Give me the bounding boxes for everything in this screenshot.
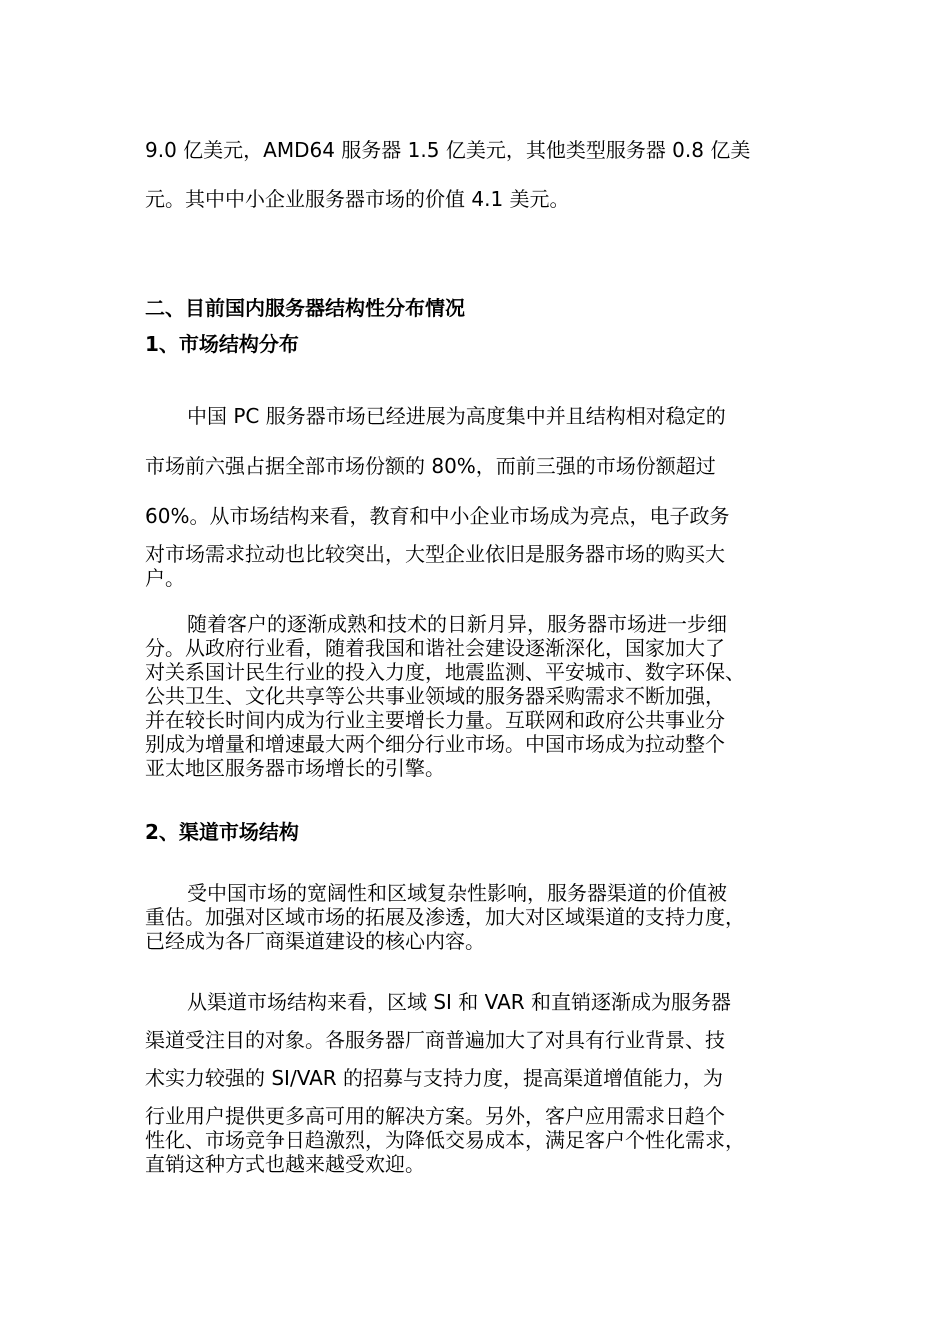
section-heading: 二、目前国内服务器结构性分布情况 [145,296,465,320]
paragraph-line: 直销这种方式也越来越受欢迎。 [145,1152,425,1176]
paragraph-line: 并在较长时间内成为行业主要增长力量。互联网和政府公共事业分 [145,708,725,732]
paragraph-line: 60%。从市场结构来看，教育和中小企业市场成为亮点，电子政务 [145,504,730,528]
paragraph-line: 术实力较强的 SI/VAR 的招募与支持力度，提高渠道增值能力，为 [145,1066,724,1090]
paragraph-line: 对市场需求拉动也比较突出，大型企业依旧是服务器市场的购买大 [145,542,725,566]
paragraph-line: 行业用户提供更多高可用的解决方案。另外，客户应用需求日趋个 [145,1104,725,1128]
paragraph-line: 别成为增量和增速最大两个细分行业市场。中国市场成为拉动整个 [145,732,725,756]
paragraph-line: 市场前六强占据全部市场份额的 80%，而前三强的市场份额超过 [145,454,716,478]
subsection-heading-channel-structure: 2、渠道市场结构 [145,820,299,844]
paragraph-line: 户。 [145,566,185,590]
paragraph-line: 从渠道市场结构来看，区域 SI 和 VAR 和直销逐渐成为服务器 [187,990,732,1014]
intro-paragraph-line: 9.0 亿美元，AMD64 服务器 1.5 亿美元，其他类型服务器 0.8 亿美 [145,138,751,162]
paragraph-line: 公共卫生、文化共享等公共事业领域的服务器采购需求不断加强， [145,684,725,708]
paragraph-line: 受中国市场的宽阔性和区域复杂性影响，服务器渠道的价值被 [187,881,727,905]
paragraph-line: 随着客户的逐渐成熟和技术的日新月异，服务器市场进一步细 [187,612,727,636]
paragraph-line: 对关系国计民生行业的投入力度，地震监测、平安城市、数字环保、 [145,660,745,684]
subsection-heading-market-structure: 1、市场结构分布 [145,332,299,356]
paragraph-line: 重估。加强对区域市场的拓展及渗透，加大对区域渠道的支持力度， [145,905,745,929]
paragraph-line: 分。从政府行业看，随着我国和谐社会建设逐渐深化，国家加大了 [145,636,725,660]
paragraph-line: 亚太地区服务器市场增长的引擎。 [145,756,445,780]
paragraph-line: 性化、市场竞争日趋激烈，为降低交易成本，满足客户个性化需求， [145,1128,745,1152]
paragraph-line: 中国 PC 服务器市场已经进展为高度集中并且结构相对稳定的 [187,404,726,428]
paragraph-line: 已经成为各厂商渠道建设的核心内容。 [145,929,485,953]
intro-paragraph-line: 元。其中中小企业服务器市场的价值 4.1 美元。 [145,187,570,211]
paragraph-line: 渠道受注目的对象。各服务器厂商普遍加大了对具有行业背景、技 [145,1028,725,1052]
